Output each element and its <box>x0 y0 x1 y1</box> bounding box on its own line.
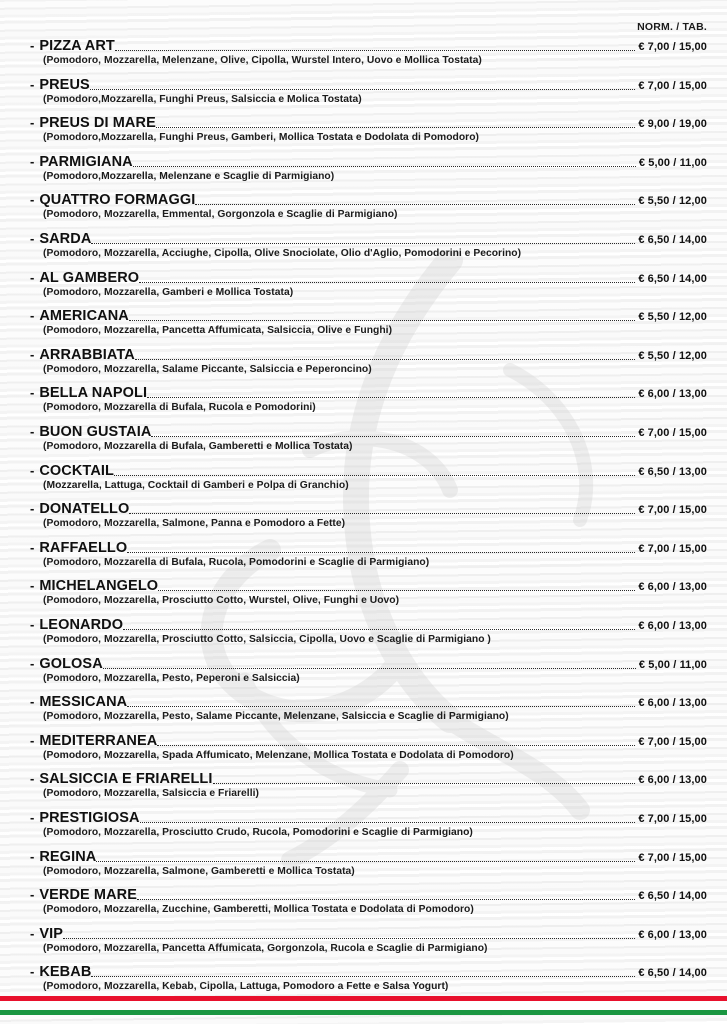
menu-item-name: AL GAMBERO <box>39 269 140 286</box>
menu-item-description: (Pomodoro,Mozzarella, Melenzane e Scaglie di Parmigiano) <box>43 170 335 182</box>
menu-item <box>0 887 727 915</box>
menu-item-description: (Pomodoro, Mozzarella, Prosciutto Cotto, Salsiccia, Cipolla, Uovo e Scaglie di Parmigiano ) <box>43 634 491 645</box>
menu-item-bullet: - <box>30 655 35 671</box>
menu-item-price: € 6,00 / 13,00 <box>638 697 707 710</box>
menu-item-description: (Pomodoro, Mozzarella, Pancetta Affumicata, Salsiccia, Olive e Funghi) <box>43 325 393 337</box>
menu-item-bullet: - <box>30 76 35 92</box>
menu-item-name: GOLOSA <box>39 655 103 672</box>
menu-item-titleline <box>30 385 707 401</box>
menu-item-price: € 5,00 / 11,00 <box>638 156 707 169</box>
menu-item-titleline <box>30 231 707 247</box>
menu-item-titleline <box>30 810 707 826</box>
menu-item-bullet: - <box>30 192 35 208</box>
menu-item-description: (Pomodoro, Mozzarella, Salmone, Panna e Pomodoro a Fette) <box>43 518 346 530</box>
menu-item-name: KEBAB <box>39 964 92 981</box>
menu-item-description: (Mozzarella, Lattuga, Cocktail di Gamberi e Polpa di Granchio) <box>43 479 349 491</box>
menu-item-bullet: - <box>30 462 35 478</box>
menu-item-name: AMERICANA <box>39 308 129 325</box>
menu-item-titleline <box>30 192 707 208</box>
menu-item-bullet: - <box>30 539 35 555</box>
dotted-leader <box>127 699 635 710</box>
menu-item <box>0 849 727 877</box>
menu-item <box>0 77 727 105</box>
menu-item-bullet: - <box>30 848 35 864</box>
menu-item <box>0 463 727 491</box>
menu-item-titleline <box>30 38 707 54</box>
dotted-leader <box>151 429 635 440</box>
menu-item-name: PIZZA ART <box>39 38 115 54</box>
menu-item <box>0 270 727 298</box>
menu-item-price: € 6,00 / 13,00 <box>638 581 707 594</box>
menu-item-titleline <box>30 849 707 865</box>
menu-item-price: € 9,00 / 19,00 <box>638 118 707 131</box>
menu-item-price: € 6,00 / 13,00 <box>638 620 707 632</box>
menu-item <box>0 192 727 220</box>
menu-item-titleline <box>30 656 707 672</box>
menu-item-description: (Pomodoro, Mozzarella di Bufala, Rucola e Pomodorini) <box>43 402 316 414</box>
dotted-leader <box>158 583 635 594</box>
menu-item-titleline <box>30 77 707 93</box>
menu-item-bullet: - <box>30 153 35 169</box>
dotted-leader <box>135 352 635 363</box>
menu-item-price: € 5,50 / 12,00 <box>638 311 707 324</box>
menu-item-titleline <box>30 926 707 942</box>
menu-item-price: € 6,50 / 14,00 <box>638 967 707 980</box>
menu-item-price: € 7,00 / 15,00 <box>638 427 707 439</box>
menu-item-titleline <box>30 270 707 286</box>
menu-item-name: PARMIGIANA <box>39 153 133 170</box>
menu-item-description: (Pomodoro, Mozzarella, Prosciutto Crudo, Rucola, Pomodorini e Scaglie di Parmigiano) <box>43 827 473 838</box>
menu-item-price: € 5,50 / 12,00 <box>638 195 707 208</box>
menu-item <box>0 347 727 375</box>
menu-item-name: SALSICCIA E FRIARELLI <box>39 771 213 788</box>
dotted-leader <box>140 815 636 826</box>
dotted-leader <box>103 661 636 672</box>
menu-item-name: COCKTAIL <box>39 462 114 479</box>
dotted-leader <box>90 82 636 93</box>
menu-item-name: REGINA <box>39 848 97 865</box>
menu-item <box>0 694 727 722</box>
menu-item <box>0 38 727 66</box>
menu-item <box>0 424 727 452</box>
menu-item-name: BUON GUSTAIA <box>39 424 152 440</box>
menu-item-name: VERDE MARE <box>39 887 138 904</box>
menu-item <box>0 733 727 761</box>
menu-item-titleline <box>30 694 707 710</box>
menu-item-titleline <box>30 154 707 170</box>
menu-item-titleline <box>30 347 707 363</box>
dotted-leader <box>96 854 635 865</box>
menu-item-bullet: - <box>30 694 35 710</box>
menu-item <box>0 810 727 838</box>
dotted-leader <box>129 506 635 517</box>
menu-item-description: (Pomodoro, Mozzarella, Salmone, Gamberetti e Mollica Tostata) <box>43 865 355 877</box>
menu-item-price: € 5,50 / 12,00 <box>638 349 707 362</box>
menu-item-titleline <box>30 617 707 633</box>
menu-item-name: BELLA NAPOLI <box>39 385 148 402</box>
menu-item-description: (Pomodoro, Mozzarella, Pancetta Affumicata, Gorgonzola, Rucola e Scaglie di Parmigiano) <box>43 942 488 954</box>
dotted-leader <box>129 313 635 324</box>
menu-item <box>0 501 727 529</box>
menu-item-price: € 7,00 / 15,00 <box>638 813 707 825</box>
menu-item-name: MICHELANGELO <box>39 578 159 595</box>
price-column-header: NORM. / TAB. <box>637 21 707 33</box>
menu-item-description: (Pomodoro,Mozzarella, Funghi Preus, Gamberi, Mollica Tostata e Dodolata di Pomodoro) <box>43 132 479 144</box>
menu-item-price: € 7,00 / 15,00 <box>638 542 707 555</box>
menu-item-description: (Pomodoro, Mozzarella di Bufala, Gamberetti e Mollica Tostata) <box>43 441 353 452</box>
menu-item-bullet: - <box>30 887 35 903</box>
menu-item-price: € 7,00 / 15,00 <box>638 504 707 517</box>
menu-item-titleline <box>30 771 707 787</box>
menu-item-bullet: - <box>30 617 35 632</box>
menu-item-titleline <box>30 463 707 479</box>
menu-item-bullet: - <box>30 115 35 131</box>
menu-item-description: (Pomodoro, Mozzarella, Acciughe, Cipolla, Olive Snociolate, Olio d'Aglio, Pomodorini e Pecorino) <box>43 248 522 259</box>
menu-item-description: (Pomodoro,Mozzarella, Funghi Preus, Salsiccia e Molica Tostata) <box>43 93 362 105</box>
menu-item-titleline <box>30 501 707 517</box>
flag-stripe-green <box>0 1010 727 1015</box>
menu-item-price: € 7,00 / 15,00 <box>638 851 707 864</box>
menu-item-name: VIP <box>39 925 64 942</box>
menu-item-description: (Pomodoro, Mozzarella, Pesto, Salame Piccante, Melenzane, Salsiccia e Scaglie di Parmigiano) <box>43 711 509 723</box>
dotted-leader <box>137 892 635 903</box>
menu-item-description: (Pomodoro, Mozzarella, Melenzane, Olive, Cipolla, Wurstel Intero, Uovo e Mollica Tostata) <box>43 55 482 66</box>
menu-item-price: € 6,00 / 13,00 <box>638 928 707 941</box>
menu-item-name: MEDITERRANEA <box>39 732 158 749</box>
dotted-leader <box>114 468 635 479</box>
dotted-leader <box>147 390 635 401</box>
dotted-leader <box>127 545 635 556</box>
menu-item-price: € 6,50 / 14,00 <box>638 890 707 903</box>
dotted-leader <box>91 969 635 980</box>
menu-item-description: (Pomodoro, Mozzarella, Gamberi e Mollica Tostata) <box>43 286 294 298</box>
menu-item-description: (Pomodoro, Mozzarella, Zucchine, Gamberetti, Mollica Tostata e Dodolata di Pomodoro) <box>43 904 474 916</box>
menu-item-titleline <box>30 964 707 980</box>
menu-item <box>0 231 727 259</box>
menu-item-name: RAFFAELLO <box>39 539 128 556</box>
menu-item-price: € 5,00 / 11,00 <box>638 658 707 671</box>
menu-item-titleline <box>30 308 707 324</box>
menu-item <box>0 964 727 992</box>
menu-item <box>0 154 727 182</box>
menu-item-price: € 7,00 / 15,00 <box>638 735 707 748</box>
dotted-leader <box>91 236 635 247</box>
menu-item <box>0 771 727 799</box>
menu-item-bullet: - <box>30 424 35 439</box>
dotted-leader <box>123 622 635 633</box>
italian-flag-stripes <box>0 996 727 1015</box>
menu-item <box>0 385 727 413</box>
menu-item-titleline <box>30 887 707 903</box>
dotted-leader <box>139 275 635 286</box>
menu-item <box>0 617 727 645</box>
menu-item <box>0 578 727 606</box>
menu-item-name: SARDA <box>39 231 92 247</box>
menu-item-description: (Pomodoro, Mozzarella di Bufala, Rucola, Pomodorini e Scaglie di Parmigiano) <box>43 556 430 568</box>
menu-item-description: (Pomodoro, Mozzarella, Prosciutto Cotto, Wurstel, Olive, Funghi e Uovo) <box>43 595 400 607</box>
menu-item <box>0 656 727 684</box>
menu-item-description: (Pomodoro, Mozzarella, Pesto, Peperoni e Salsiccia) <box>43 672 300 684</box>
menu-item-bullet: - <box>30 385 35 401</box>
dotted-leader <box>156 120 635 131</box>
menu-item-bullet: - <box>30 810 35 825</box>
menu-item-name: MESSICANA <box>39 694 128 711</box>
menu-item-price: € 6,50 / 14,00 <box>638 272 707 285</box>
menu-item-bullet: - <box>30 269 35 285</box>
dotted-leader <box>157 738 635 749</box>
menu-item-bullet: - <box>30 308 35 324</box>
menu-item-price: € 6,50 / 13,00 <box>638 465 707 478</box>
menu-item-description: (Pomodoro, Mozzarella, Spada Affumicato, Melenzane, Mollica Tostata e Dodolata di Pomodoro) <box>43 749 514 761</box>
menu-item-name: LEONARDO <box>39 617 124 633</box>
menu-item-titleline <box>30 578 707 594</box>
menu-item-bullet: - <box>30 964 35 980</box>
dotted-leader <box>133 159 636 170</box>
menu-item-bullet: - <box>30 38 35 53</box>
menu-item <box>0 308 727 336</box>
menu-item <box>0 540 727 568</box>
menu-item-price: € 6,50 / 14,00 <box>638 234 707 246</box>
menu-item-name: QUATTRO FORMAGGI <box>39 192 196 209</box>
menu-item-bullet: - <box>30 771 35 787</box>
menu-item-bullet: - <box>30 501 35 517</box>
menu-item-price: € 7,00 / 15,00 <box>638 79 707 92</box>
dotted-leader <box>213 776 636 787</box>
menu-item-name: ARRABBIATA <box>39 346 135 363</box>
menu-item-bullet: - <box>30 732 35 748</box>
menu-item-bullet: - <box>30 346 35 362</box>
menu-item-description: (Pomodoro, Mozzarella, Salsiccia e Friarelli) <box>43 788 259 800</box>
menu-item-bullet: - <box>30 925 35 941</box>
menu-item-bullet: - <box>30 578 35 594</box>
menu-item-name: DONATELLO <box>39 501 130 518</box>
dotted-leader <box>115 43 635 54</box>
menu-item-titleline <box>30 115 707 131</box>
menu-item-bullet: - <box>30 231 35 246</box>
dotted-leader <box>195 197 635 208</box>
dotted-leader <box>63 931 635 942</box>
menu-item-titleline <box>30 540 707 556</box>
menu-item-name: PREUS DI MARE <box>39 115 156 132</box>
menu-item-price: € 6,00 / 13,00 <box>638 388 707 401</box>
menu-item-description: (Pomodoro, Mozzarella, Emmental, Gorgonzola e Scaglie di Parmigiano) <box>43 209 398 221</box>
menu-item-name: PREUS <box>39 76 90 93</box>
menu-item-titleline <box>30 424 707 440</box>
menu-item-description: (Pomodoro, Mozzarella, Kebab, Cipolla, Lattuga, Pomodoro a Fette e Salsa Yogurt) <box>43 981 449 993</box>
menu-item-titleline <box>30 733 707 749</box>
menu-item-price: € 6,00 / 13,00 <box>638 774 707 787</box>
flag-stripe-white <box>0 1001 727 1010</box>
menu-item-name: PRESTIGIOSA <box>39 810 140 826</box>
menu-item-description: (Pomodoro, Mozzarella, Salame Piccante, Salsiccia e Peperoncino) <box>43 363 372 375</box>
menu-item-price: € 7,00 / 15,00 <box>638 41 707 53</box>
menu-item <box>0 115 727 143</box>
menu-item <box>0 926 727 954</box>
